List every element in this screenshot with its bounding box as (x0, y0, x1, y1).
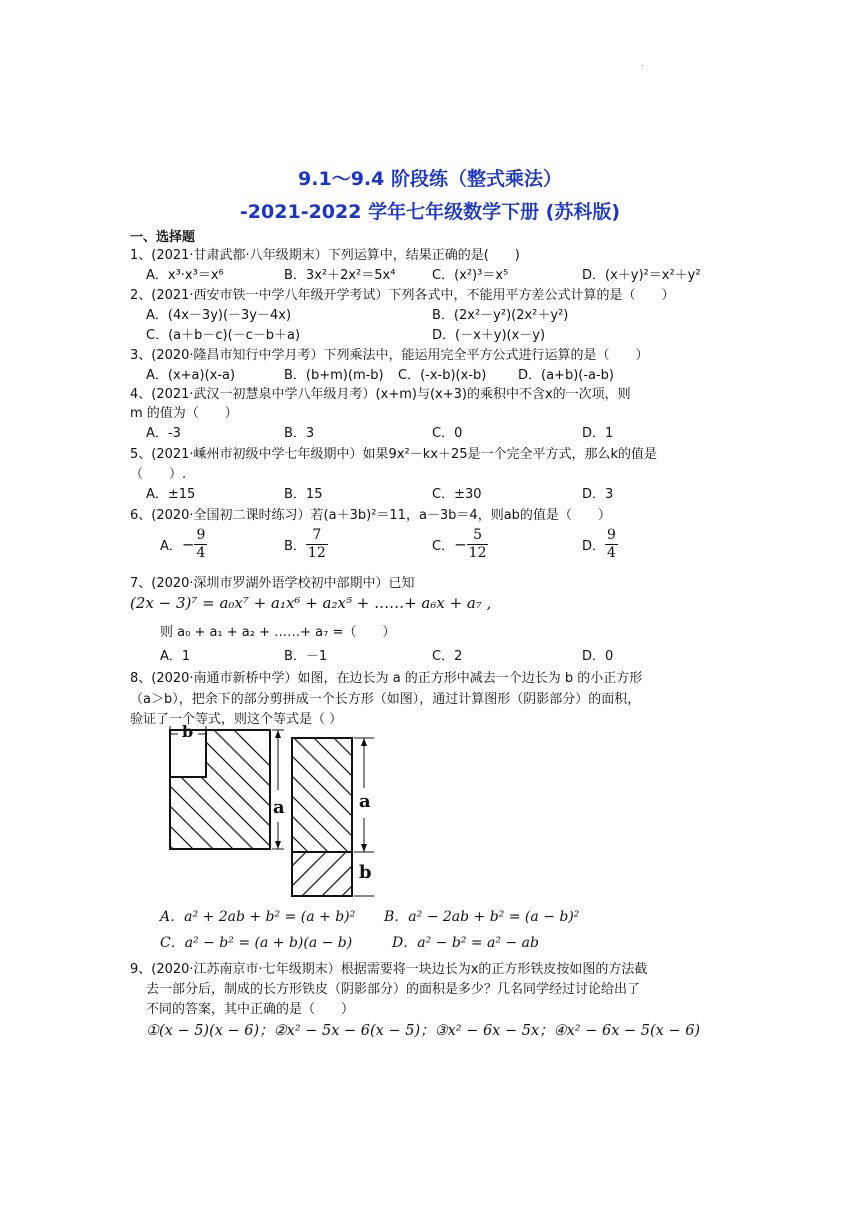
q8-stem-line1: 8、(2020·南通市新桥中学）如图，在边长为 a 的正方形中减去一个边长为 b 的小正方形 (130, 671, 643, 686)
q2-stem: 2、(2021·西安市铁一中学八年级开学考试）下列各式中，不能用平方差公式计算的是（ ） (130, 288, 675, 303)
q6-c-denominator: 12 (468, 545, 487, 561)
q2-option-b: B．(2x²－y²)(2x²＋y²) (432, 308, 569, 323)
q4-stem-line2: m 的值为（ ） (130, 406, 238, 421)
title-line-2: -2021-2022 学年七年级数学下册 (苏科版) (239, 201, 621, 223)
q6-d-numerator: 9 (607, 527, 616, 543)
q8-fig-label-a1: a (273, 797, 285, 818)
q5-option-d: D．3 (582, 487, 614, 502)
q3-stem: 3、(2020·隆昌市知行中学月考）下列乘法中，能运用完全平方公式进行运算的是（ ） (130, 348, 649, 363)
q8-stem-line2: （a＞b），把余下的部分剪拼成一个长方形（如图），通过计算图形（阴影部分）的面积， (130, 692, 641, 707)
q6-d-label: D． (582, 539, 606, 554)
q5-option-c: C．±30 (432, 487, 482, 502)
q8-fig-label-a2: a (359, 791, 371, 812)
q7-formula: (2x − 3)⁷ = a₀x⁷ + a₁x⁶ + a₂x⁵ + ……+ a₆x + a₇ , (130, 594, 492, 612)
q6-stem: 6、(2020·全国初二课时练习）若(a＋3b)²＝11，a－3b＝4，则ab的值是（ ） (130, 508, 611, 523)
q4-option-d: D．1 (582, 426, 614, 441)
q7-option-b: B．－1 (284, 649, 328, 664)
q9-stem-line1: 9、(2020·江苏南京市·七年级期末）根据需要将一块边长为x的正方形铁皮按如图的方法截 (130, 962, 648, 977)
q9-answers: ①(x − 5)(x − 6)；②x² − 5x − 6(x − 5)；③x² − 6x − 5x；④x² − 6x − 5(x − 6) (146, 1023, 701, 1039)
q6-a-label: A． (160, 539, 182, 554)
q6-b-numerator: 7 (306, 527, 328, 545)
header-dot: . (641, 58, 645, 69)
q1-option-d: D．(x＋y)²＝x²＋y² (582, 268, 701, 283)
q8-option-a: A．a² + 2ab + b² = (a + b)² (160, 909, 356, 925)
q6-b-denominator: 12 (307, 545, 326, 561)
q1-stem: 1、(2021·甘肃武都·八年级期末）下列运算中，结果正确的是( ) (130, 248, 520, 263)
q8-fig-label-b2: b (359, 862, 372, 883)
q1-option-a: A．x³·x³＝x⁶ (146, 268, 224, 283)
q6-option-b (284, 527, 328, 562)
q3-option-d: D．(a+b)(-a-b) (518, 368, 615, 383)
q3-option-b: B．(b+m)(m-b) (284, 368, 384, 383)
q5-option-a: A．±15 (146, 487, 196, 502)
q7-ask: 则 a₀ + a₁ + a₂ + ……+ a₇ =（ ） (160, 625, 396, 640)
q6-c-numerator: 5 (467, 527, 489, 545)
q6-c-fraction (467, 527, 489, 562)
q4-stem-line1: 4、(2021·武汉一初慧泉中学八年级月考）(x+m)与(x+3)的乘积中不含x的一次项，则 (130, 387, 631, 402)
q4-option-b: B．3 (284, 426, 315, 441)
q9-stem-line2: 去一部分后，制成的长方形铁皮（阴影部分）的面积是多少？几名同学经过讨论给出了 (146, 982, 641, 997)
q6-a-numerator: 9 (196, 527, 206, 543)
q6-d-denominator: 4 (607, 545, 616, 561)
q6-c-label: C． (432, 539, 455, 554)
q7-option-c: C．2 (432, 649, 463, 664)
title-line-1: 9.1～9.4 阶段练（整式乘法） (298, 168, 562, 190)
q2-option-c: C．(a＋b－c)(－c－b＋a) (146, 328, 301, 343)
q7-option-a: A．1 (160, 649, 191, 664)
q8-option-c: C．a² − b² = (a + b)(a − b) (160, 935, 353, 951)
q2-option-d: D．(－x＋y)(x－y) (432, 328, 546, 343)
q6-b-fraction (306, 527, 328, 562)
q6-option-d (582, 527, 618, 562)
q8-figure-2 (288, 736, 388, 901)
q7-stem: 7、(2020·深圳市罗湖外语学校初中部期中）已知 (130, 576, 415, 591)
q4-option-c: C．0 (432, 426, 463, 441)
q3-option-a: A．(x+a)(x-a) (146, 368, 236, 383)
q6-d-fraction (605, 527, 618, 562)
q5-option-b: B．15 (284, 487, 323, 502)
q6-a-sign: − (181, 535, 195, 554)
section-heading: 一、选择题 (130, 230, 196, 245)
q8-option-b: B．a² − 2ab + b² = (a − b)² (384, 909, 580, 925)
q3-option-c: C．(-x-b)(x-b) (398, 368, 487, 383)
q4-option-a: A．-3 (146, 426, 181, 441)
q6-option-a (160, 527, 207, 562)
q2-option-a: A．(4x－3y)(－3y－4x) (146, 308, 292, 323)
q1-option-c: C．(x²)³＝x⁵ (432, 268, 509, 283)
q1-option-b: B．3x²＋2x²＝5x⁴ (284, 268, 396, 283)
q6-a-denominator: 4 (196, 545, 206, 561)
q6-b-label: B． (284, 539, 306, 554)
q6-option-c (432, 527, 488, 562)
q5-stem-line2: （ ）. (130, 467, 187, 482)
q6-a-fraction (194, 527, 207, 562)
q8-fig-label-b1: b (182, 722, 194, 741)
q8-option-d: D．a² − b² = a² − ab (392, 935, 539, 951)
q7-option-d: D．0 (582, 649, 614, 664)
q9-stem-line3: 不同的答案，其中正确的是（ ） (146, 1002, 355, 1017)
q8-stem-line3: 验证了一个等式，则这个等式是（ ） (130, 712, 343, 727)
q6-c-sign: − (454, 535, 467, 554)
q5-stem-line1: 5、(2021·嵊州市初级中学七年级期中）如果9x²－kx＋25是一个完全平方式，那么k的值是 (130, 447, 658, 462)
